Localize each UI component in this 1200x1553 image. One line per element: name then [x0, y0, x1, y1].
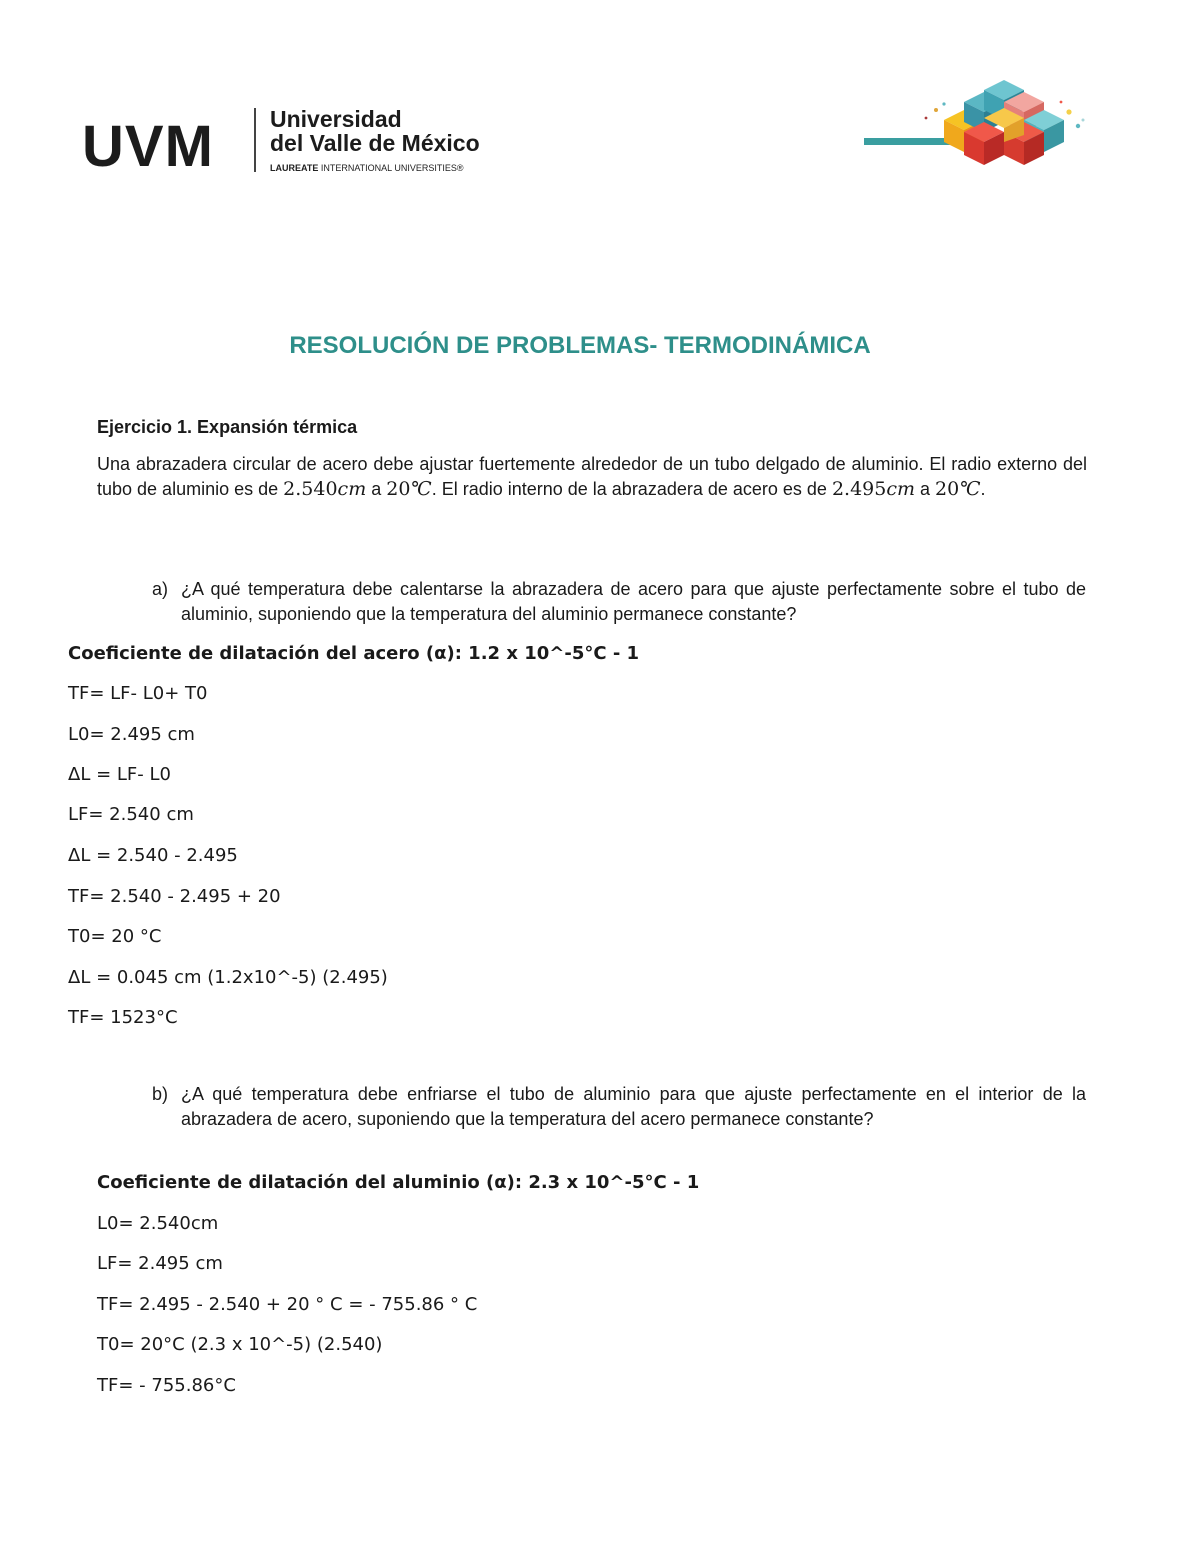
page-title: RESOLUCIÓN DE PROBLEMAS- TERMODINÁMICA: [289, 332, 871, 359]
question-b-result: TF= - 755.86°C: [97, 1375, 236, 1396]
question-a-coefficient: Coeficiente de dilatación del acero (α): 1.2 x 10^-5°C - 1: [68, 643, 640, 664]
question-b-letter: b): [152, 1084, 169, 1104]
problem-statement: [97, 452, 1087, 502]
question-a-line: LF= 2.540 cm: [68, 804, 194, 825]
logo-divider: [254, 108, 256, 172]
decorative-cubes-graphic: [864, 80, 1094, 180]
temperature-1-value: 20: [386, 478, 411, 500]
question-a-letter: a): [152, 579, 169, 599]
radius-internal-value: 2.495: [831, 478, 887, 500]
radius-external-unit: cm: [337, 478, 367, 500]
question-a-line: TF= LF- L0+ T0: [68, 683, 208, 704]
uvm-logo: [82, 106, 482, 178]
question-a-result: TF= 1523°C: [68, 1007, 178, 1028]
temperature-2-unit: ℃: [959, 478, 981, 500]
question-a-line: ΔL = 0.045 cm (1.2x10^-5) (2.495): [68, 967, 388, 988]
statement-text-2: . El radio interno de la abrazadera de acero es de: [431, 479, 832, 499]
logo-mark: UVM: [82, 114, 214, 179]
math-temperature-2: [935, 478, 980, 500]
statement-end: .: [980, 479, 986, 499]
logo-subtitle-rest: INTERNATIONAL UNIVERSITIES®: [318, 163, 464, 173]
question-b-text: ¿A qué temperatura debe enfriarse el tubo de aluminio para que ajuste perfectamente en el interior de la abrazadera de acero, suponiendo que la temperatura del acero permanece constante?: [181, 1084, 1086, 1129]
math-radius-external: [283, 478, 366, 500]
question-a-line: TF= 2.540 - 2.495 + 20: [68, 886, 281, 907]
question-a-line: L0= 2.495 cm: [68, 724, 195, 745]
temperature-2-value: 20: [935, 478, 960, 500]
statement-text-1: Una abrazadera circular de acero debe ajustar fuertemente alrededor de un tubo delgado de aluminio. El radio externo del tubo de aluminio es de: [97, 454, 1087, 499]
question-a-text: ¿A qué temperatura debe calentarse la abrazadera de acero para que ajuste perfectamente sobre el tubo de aluminio, suponiendo que la temperatura del aluminio permanece constante?: [181, 579, 1086, 624]
logo-name-line1: Universidad: [270, 106, 402, 132]
math-temperature-1: [386, 478, 431, 500]
exercise-heading: Ejercicio 1. Expansión térmica: [97, 417, 358, 437]
radius-external-value: 2.540: [283, 478, 338, 500]
question-b-line: TF= 2.495 - 2.540 + 20 ° C = - 755.86 ° C: [97, 1294, 478, 1315]
statement-connector-1: a: [366, 479, 387, 499]
question-b-line: LF= 2.495 cm: [97, 1253, 223, 1274]
logo-name-line2: del Valle de México: [270, 130, 480, 156]
question-a-line: T0= 20 °C: [68, 926, 162, 947]
logo-subtitle-bold: LAUREATE: [270, 163, 319, 173]
statement-connector-2: a: [915, 479, 936, 499]
radius-internal-unit: cm: [886, 478, 916, 500]
question-a-line: ΔL = LF- L0: [68, 764, 171, 785]
question-a-line: ΔL = 2.540 - 2.495: [68, 845, 238, 866]
question-b-line: L0= 2.540cm: [97, 1213, 219, 1234]
temperature-1-unit: ℃: [410, 478, 432, 500]
math-radius-internal: [832, 478, 915, 500]
question-b-coefficient: Coeficiente de dilatación del aluminio (α): 2.3 x 10^-5°C - 1: [97, 1172, 700, 1193]
logo-subtitle: [270, 163, 464, 173]
question-b-line: T0= 20°C (2.3 x 10^-5) (2.540): [97, 1334, 383, 1355]
